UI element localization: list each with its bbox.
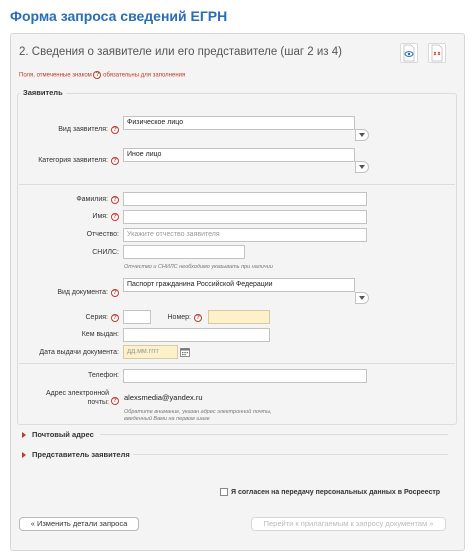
applicant-category-select[interactable] <box>123 148 371 172</box>
issue-date-input[interactable]: дд.мм.гггг <box>123 345 178 359</box>
postal-address-section-label: Почтовый адрес <box>32 430 94 439</box>
required-marker-icon: ? <box>111 397 119 405</box>
required-marker-icon: ? <box>111 289 119 297</box>
next-button[interactable]: Перейти к прилагаемым к запросу документам » <box>251 517 446 531</box>
pdf-document-icon[interactable] <box>428 43 446 63</box>
chevron-down-icon[interactable] <box>355 129 369 141</box>
email-hint-line2: введенный Вами на первом шаге <box>124 416 210 422</box>
back-button[interactable]: « Изменить детали запроса <box>19 517 139 531</box>
series-label: Серия: <box>85 314 108 321</box>
patronymic-snils-hint: Отчество и СНИЛС необходимо указывать при наличии <box>124 264 273 270</box>
required-marker-icon: ? <box>111 213 119 221</box>
caret-right-icon <box>22 452 26 458</box>
required-marker-icon: ? <box>111 314 119 322</box>
required-note-after: обязательны для заполнения <box>103 72 186 79</box>
required-marker-icon: ? <box>111 157 119 165</box>
patronymic-input[interactable]: Укажите отчество заявителя <box>123 228 367 242</box>
issued-by-input[interactable] <box>123 328 270 342</box>
consent-label: Я согласен на передачу персональных данных в Росреестр <box>231 488 441 496</box>
document-type-value: Паспорт гражданина Российской Федерации <box>123 278 355 292</box>
required-marker-icon: ? <box>111 126 119 134</box>
last-name-input[interactable] <box>123 192 367 206</box>
email-hint-line1: Обратите внимание, указан адрес электронной почты, <box>124 409 272 415</box>
calendar-icon[interactable] <box>180 347 190 357</box>
snils-input[interactable] <box>123 245 245 259</box>
applicant-type-value: Физическое лицо <box>123 116 355 130</box>
required-marker-icon: ? <box>111 196 119 204</box>
required-fields-note <box>19 71 185 79</box>
issue-date-label: Дата выдачи документа: <box>39 349 119 356</box>
divider <box>100 434 448 435</box>
step-title: 2. Сведения о заявителе или его представителе (шаг 2 из 4) <box>19 46 342 58</box>
required-marker-icon: ? <box>194 314 202 322</box>
number-label: Номер: <box>167 314 191 321</box>
document-type-select[interactable] <box>123 278 371 302</box>
patronymic-label: Отчество: <box>86 231 119 238</box>
divider <box>133 454 448 455</box>
series-input[interactable] <box>123 310 151 324</box>
phone-label: Телефон: <box>88 372 119 379</box>
number-input[interactable] <box>208 310 270 324</box>
representative-section-label: Представитель заявителя <box>32 450 130 459</box>
divider <box>19 184 455 185</box>
issued-by-label: Кем выдан: <box>81 331 119 338</box>
applicant-category-label: Категория заявителя: <box>38 157 108 164</box>
consent-checkbox[interactable] <box>220 488 228 496</box>
applicant-type-select[interactable] <box>123 116 371 140</box>
page-title: Форма запроса сведений ЕГРН <box>10 8 228 24</box>
postal-address-section-toggle[interactable] <box>22 430 94 439</box>
email-label <box>20 389 109 407</box>
email-hint <box>124 409 272 423</box>
applicant-category-value: Иное лицо <box>123 148 355 162</box>
email-label-line2: почты: <box>87 399 109 406</box>
phone-input[interactable] <box>123 369 367 383</box>
last-name-label: Фамилия: <box>76 196 108 203</box>
caret-right-icon <box>22 432 26 438</box>
representative-section-toggle[interactable] <box>22 450 130 459</box>
chevron-down-icon[interactable] <box>355 292 369 304</box>
chevron-down-icon[interactable] <box>355 161 369 173</box>
first-name-input[interactable] <box>123 210 367 224</box>
required-note-before: Поля, отмеченные знаком <box>19 72 92 79</box>
eye-document-icon[interactable] <box>400 43 418 63</box>
required-marker-icon: ? <box>93 71 101 79</box>
applicant-type-label: Вид заявителя: <box>58 126 108 133</box>
document-type-label: Вид документа: <box>57 289 108 296</box>
email-label-line1: Адрес электронной <box>45 390 109 397</box>
applicant-legend: Заявитель <box>20 88 66 97</box>
consent-row[interactable] <box>220 488 440 496</box>
divider <box>19 363 455 364</box>
snils-label: СНИЛС: <box>92 249 119 256</box>
first-name-label: Имя: <box>92 213 108 220</box>
email-value: alexsmedia@yandex.ru <box>124 393 203 402</box>
